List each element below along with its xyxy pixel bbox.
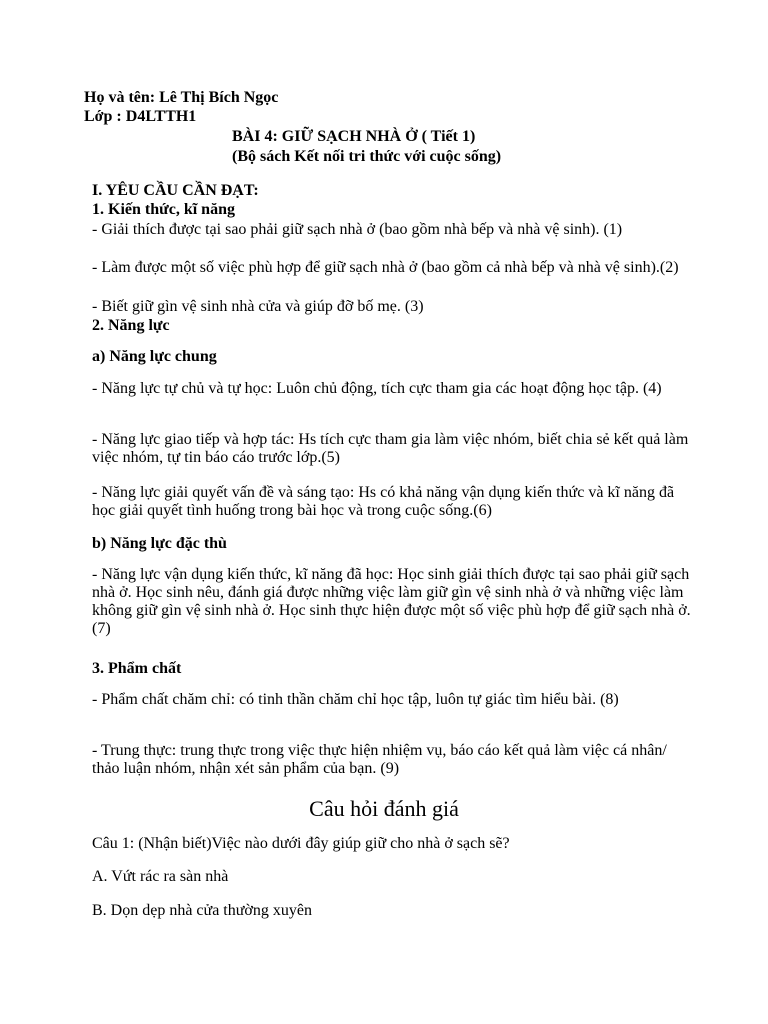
- question-1: Câu 1: (Nhận biết)Việc nào dưới đây giúp giữ cho nhà ở sạch sẽ?: [92, 835, 510, 852]
- qualities-item-1: - Phẩm chất chăm chỉ: có tinh thần chăm chỉ học tập, luôn tự giác tìm hiểu bài. (8): [92, 691, 619, 708]
- general-competency-item-1: - Năng lực tự chủ và tự học: Luôn chủ động, tích cực tham gia các hoạt động học tập. (4): [92, 380, 662, 397]
- book-series: (Bộ sách Kết nối tri thức với cuộc sống): [232, 148, 502, 165]
- assessment-title: Câu hỏi đánh giá: [309, 796, 459, 821]
- student-class: Lớp : D4LTTH1: [84, 108, 197, 125]
- qualities-item-2: - Trung thực: trung thực trong việc thực hiện nhiệm vụ, báo cáo kết quả làm việc cá nhân/ thảo luận nhóm, nhận xét sản phẩm của bạn. (9): [92, 742, 667, 777]
- specific-competency-item-1: - Năng lực vận dụng kiến thức, kĩ năng đã học: Học sinh giải thích được tại sao phải giữ sạch nhà ở. Học sinh nêu, đánh giá được những việc làm giữ gìn vệ sinh nhà ở và những việc làm không giữ gìn vệ sinh nhà ở. Học sinh thực hiện được một số việc phù hợp để giữ sạch nhà ở. (7): [92, 566, 691, 637]
- specific-competency-heading: b) Năng lực đặc thù: [92, 535, 227, 552]
- knowledge-item-1: - Giải thích được tại sao phải giữ sạch nhà ở (bao gồm nhà bếp và nhà vệ sinh). (1): [92, 221, 623, 238]
- knowledge-item-3: - Biết giữ gìn vệ sinh nhà cửa và giúp đỡ bố mẹ. (3): [92, 298, 424, 315]
- general-competency-item-3: - Năng lực giải quyết vấn đề và sáng tạo: Hs có khả năng vận dụng kiến thức và kĩ năng đã học giải quyết tình huống trong bài học và trong cuộc sống.(6): [92, 484, 675, 519]
- competency-heading: 2. Năng lực: [92, 317, 170, 334]
- qualities-heading: 3. Phẩm chất: [92, 660, 182, 677]
- lesson-title: BÀI 4: GIỮ SẠCH NHÀ Ở ( Tiết 1): [232, 128, 476, 145]
- knowledge-item-2: - Làm được một số việc phù hợp để giữ sạch nhà ở (bao gồm cả nhà bếp và nhà vệ sinh).(2): [92, 259, 679, 276]
- general-competency-heading: a) Năng lực chung: [92, 348, 217, 365]
- student-name: Họ và tên: Lê Thị Bích Ngọc: [84, 89, 279, 106]
- knowledge-skills-heading: 1. Kiến thức, kĩ năng: [92, 201, 235, 218]
- section-requirements-heading: I. YÊU CẦU CẦN ĐẠT:: [92, 182, 259, 199]
- question-1-option-b: B. Dọn dẹp nhà cửa thường xuyên: [92, 902, 312, 919]
- general-competency-item-2: - Năng lực giao tiếp và hợp tác: Hs tích cực tham gia làm việc nhóm, biết chia sẻ kết quả làm việc nhóm, tự tin báo cáo trước lớp.(5): [92, 431, 689, 466]
- question-1-option-a: A. Vứt rác ra sàn nhà: [92, 868, 229, 885]
